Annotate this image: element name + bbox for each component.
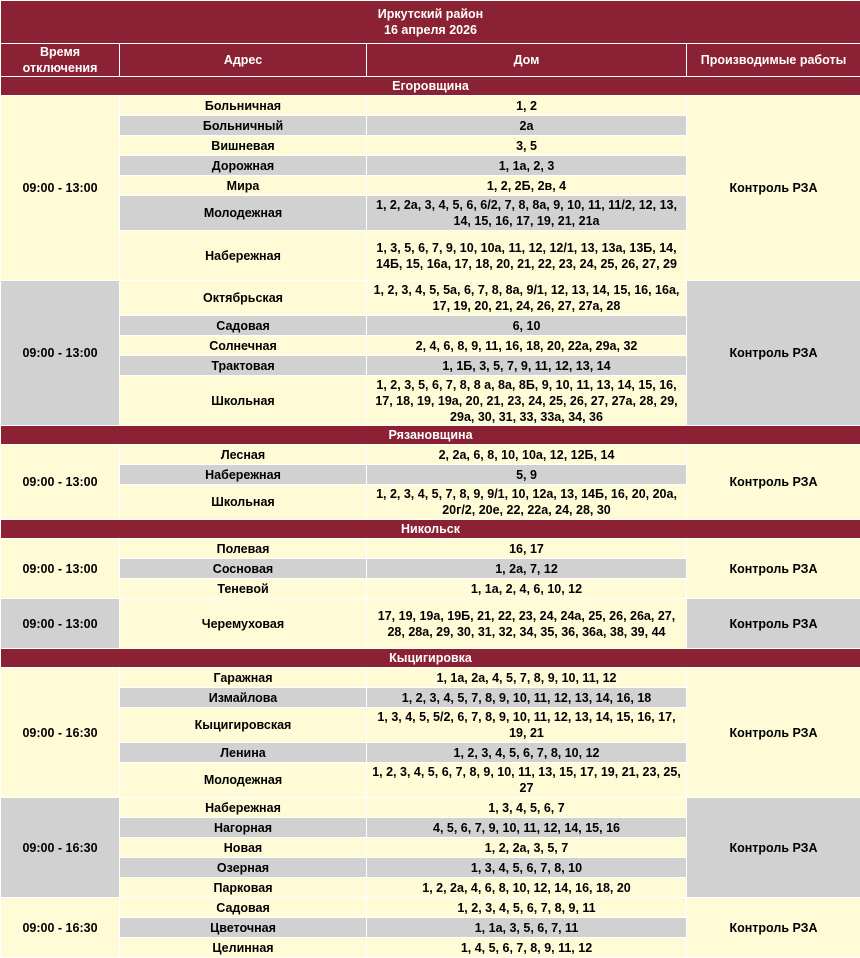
house-numbers: 3, 5 <box>367 136 687 156</box>
street-name: Гаражная <box>120 668 367 688</box>
house-numbers: 1, 2, 2а, 3, 5, 7 <box>367 838 687 858</box>
street-name: Набережная <box>120 231 367 281</box>
street-name: Новая <box>120 838 367 858</box>
street-name: Трактовая <box>120 356 367 376</box>
street-name: Измайлова <box>120 688 367 708</box>
house-numbers: 1, 1а, 2, 3 <box>367 156 687 176</box>
street-name: Октябрьская <box>120 281 367 316</box>
street-name: Кыцигировская <box>120 708 367 743</box>
column-header-address: Адрес <box>120 44 367 77</box>
street-name: Школьная <box>120 485 367 520</box>
house-numbers: 1, 2, 3, 4, 5, 7, 8, 9, 10, 11, 12, 13, 14, 16, 18 <box>367 688 687 708</box>
house-numbers: 1, 1а, 2, 4, 6, 10, 12 <box>367 579 687 599</box>
house-numbers: 2а <box>367 116 687 136</box>
street-name: Полевая <box>120 539 367 559</box>
locality-name: Рязановщина <box>1 426 860 445</box>
street-name: Больничный <box>120 116 367 136</box>
house-numbers: 1, 2а, 7, 12 <box>367 559 687 579</box>
work-type: Контроль РЗА <box>687 96 860 281</box>
locality-name: Кыцигировка <box>1 649 860 668</box>
street-name: Парковая <box>120 878 367 898</box>
street-name: Нагорная <box>120 818 367 838</box>
table-row <box>1 539 860 559</box>
house-numbers: 1, 2, 3, 4, 5, 5а, 6, 7, 8, 8а, 9/1, 12, 13, 14, 15, 16, 16а, 17, 19, 20, 21, 24, 26, 27, 27а, 28 <box>367 281 687 316</box>
street-name: Ленина <box>120 743 367 763</box>
house-numbers: 1, 2, 3, 4, 5, 6, 7, 8, 9, 11 <box>367 898 687 918</box>
outage-time: 09:00 - 13:00 <box>1 599 120 649</box>
house-numbers: 4, 5, 6, 7, 9, 10, 11, 12, 14, 15, 16 <box>367 818 687 838</box>
street-name: Теневой <box>120 579 367 599</box>
house-numbers: 5, 9 <box>367 465 687 485</box>
house-numbers: 16, 17 <box>367 539 687 559</box>
house-numbers: 1, 2 <box>367 96 687 116</box>
house-numbers: 1, 3, 4, 5, 6, 7 <box>367 798 687 818</box>
street-name: Набережная <box>120 798 367 818</box>
house-numbers: 1, 1а, 3, 5, 6, 7, 11 <box>367 918 687 938</box>
house-numbers: 1, 2, 2Б, 2в, 4 <box>367 176 687 196</box>
street-name: Школьная <box>120 376 367 426</box>
outage-time: 09:00 - 13:00 <box>1 445 120 520</box>
street-name: Садовая <box>120 316 367 336</box>
table-row <box>1 445 860 465</box>
district-name: Иркутский район <box>377 7 484 21</box>
street-name: Дорожная <box>120 156 367 176</box>
house-numbers: 1, 2, 3, 4, 5, 6, 7, 8, 10, 12 <box>367 743 687 763</box>
schedule-body <box>1 77 860 958</box>
house-numbers: 1, 2, 3, 5, 6, 7, 8, 8 а, 8а, 8Б, 9, 10, 11, 13, 14, 15, 16, 17, 18, 19, 19а, 20, 21, 23, 24, 25, 26, 27, 27а, 28, 29, 29а, 30, 31, 33, 33а, 34, 36 <box>367 376 687 426</box>
work-type: Контроль РЗА <box>687 599 860 649</box>
outage-time: 09:00 - 13:00 <box>1 539 120 599</box>
street-name: Лесная <box>120 445 367 465</box>
street-name: Молодежная <box>120 763 367 798</box>
street-name: Садовая <box>120 898 367 918</box>
column-header-time: Время отключения <box>1 44 120 77</box>
house-numbers: 6, 10 <box>367 316 687 336</box>
house-numbers: 1, 1Б, 3, 5, 7, 9, 11, 12, 13, 14 <box>367 356 687 376</box>
street-name: Цветочная <box>120 918 367 938</box>
house-numbers: 2, 2а, 6, 8, 10, 10а, 12, 12Б, 14 <box>367 445 687 465</box>
table-row <box>1 281 860 316</box>
street-name: Набережная <box>120 465 367 485</box>
outage-time: 09:00 - 13:00 <box>1 96 120 281</box>
house-numbers: 1, 3, 4, 5, 6, 7, 8, 10 <box>367 858 687 878</box>
work-type: Контроль РЗА <box>687 281 860 426</box>
house-numbers: 1, 2, 2а, 4, 6, 8, 10, 12, 14, 16, 18, 20 <box>367 878 687 898</box>
street-name: Сосновая <box>120 559 367 579</box>
locality-header-row <box>1 520 860 539</box>
house-numbers: 1, 4, 5, 6, 7, 8, 9, 11, 12 <box>367 938 687 958</box>
column-header-work: Производимые работы <box>687 44 860 77</box>
table-row <box>1 798 860 818</box>
table-title <box>1 1 860 44</box>
street-name: Больничная <box>120 96 367 116</box>
outage-time: 09:00 - 16:30 <box>1 668 120 798</box>
locality-name: Егоровщина <box>1 77 860 96</box>
column-header-house: Дом <box>367 44 687 77</box>
house-numbers: 17, 19, 19а, 19Б, 21, 22, 23, 24, 24а, 25, 26, 26а, 27, 28, 28а, 29, 30, 31, 32, 34, 35, 36, 36а, 38, 39, 44 <box>367 599 687 649</box>
locality-header-row <box>1 649 860 668</box>
house-numbers: 1, 3, 5, 6, 7, 9, 10, 10а, 11, 12, 12/1, 13, 13а, 13Б, 14, 14Б, 15, 16а, 17, 18, 20, 21, 22, 23, 24, 25, 26, 27, 29 <box>367 231 687 281</box>
house-numbers: 1, 1а, 2а, 4, 5, 7, 8, 9, 10, 11, 12 <box>367 668 687 688</box>
house-numbers: 1, 3, 4, 5, 5/2, 6, 7, 8, 9, 10, 11, 12, 13, 14, 15, 16, 17, 19, 21 <box>367 708 687 743</box>
street-name: Вишневая <box>120 136 367 156</box>
outage-time: 09:00 - 16:30 <box>1 798 120 898</box>
house-numbers: 1, 2, 2а, 3, 4, 5, 6, 6/2, 7, 8, 8а, 9, 10, 11, 11/2, 12, 13, 14, 15, 16, 17, 19, 21, 21а <box>367 196 687 231</box>
outage-time: 09:00 - 16:30 <box>1 898 120 958</box>
street-name: Целинная <box>120 938 367 958</box>
locality-name: Никольск <box>1 520 860 539</box>
locality-header-row <box>1 426 860 445</box>
street-name: Молодежная <box>120 196 367 231</box>
house-numbers: 2, 4, 6, 8, 9, 11, 16, 18, 20, 22а, 29а, 32 <box>367 336 687 356</box>
house-numbers: 1, 2, 3, 4, 5, 7, 8, 9, 9/1, 10, 12а, 13, 14Б, 16, 20, 20а, 20г/2, 20е, 22, 22а, 24, 28, 30 <box>367 485 687 520</box>
street-name: Мира <box>120 176 367 196</box>
locality-header-row <box>1 77 860 96</box>
table-row <box>1 96 860 116</box>
work-type: Контроль РЗА <box>687 445 860 520</box>
work-type: Контроль РЗА <box>687 539 860 599</box>
work-type: Контроль РЗА <box>687 668 860 798</box>
street-name: Солнечная <box>120 336 367 356</box>
outage-time: 09:00 - 13:00 <box>1 281 120 426</box>
street-name: Черемуховая <box>120 599 367 649</box>
table-row <box>1 898 860 918</box>
house-numbers: 1, 2, 3, 4, 5, 6, 7, 8, 9, 10, 11, 13, 15, 17, 19, 21, 23, 25, 27 <box>367 763 687 798</box>
table-row <box>1 668 860 688</box>
work-type: Контроль РЗА <box>687 898 860 958</box>
schedule-date: 16 апреля 2026 <box>384 23 477 37</box>
work-type: Контроль РЗА <box>687 798 860 898</box>
table-row <box>1 599 860 649</box>
street-name: Озерная <box>120 858 367 878</box>
